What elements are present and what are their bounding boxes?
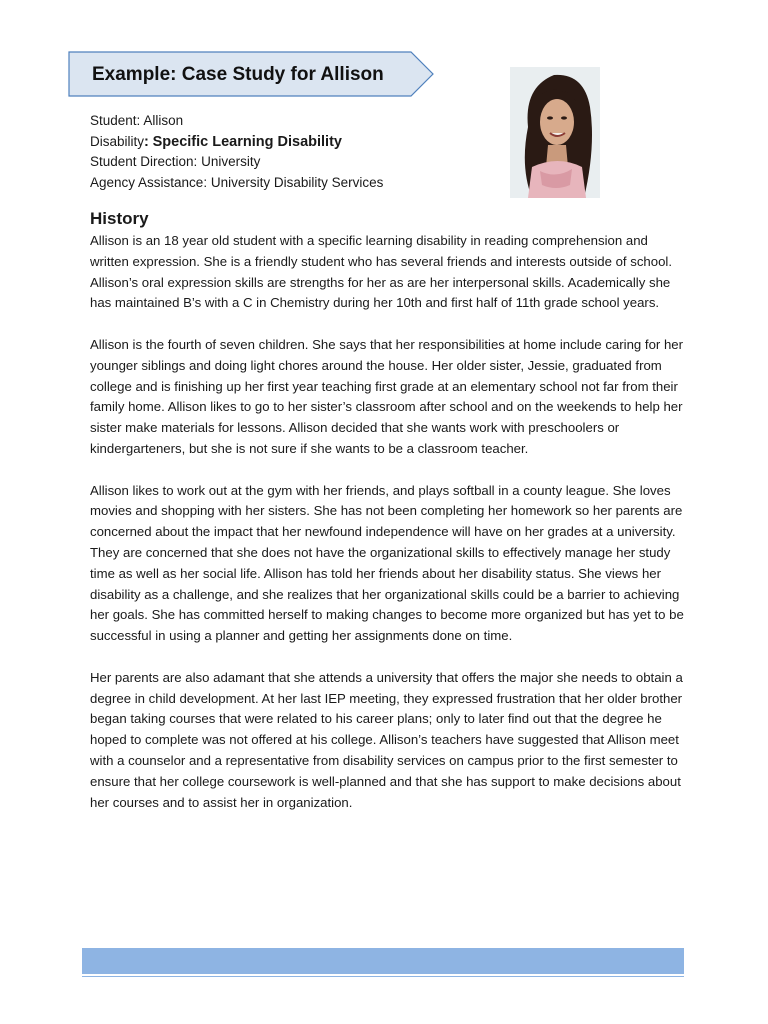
history-paragraph-4: Her parents are also adamant that she attends a university that offers the major she needs to obtain a degree in child development. At her last IEP meeting, they expressed frustration that her older brother began taking courses that were related to his career plans; only to later find out that the degree he hoped to complete was not offered at his college. Allison’s teachers have suggested that Allison meet with a counselor and a representative from disability services on campus prior to the first semester to ensure that her college coursework is well-planned and that she has support to make decisions about her courses and to assist her in organization. <box>90 669 683 810</box>
history-paragraph-1: Allison is an 18 year old student with a specific learning disability in reading comprehension and written expression. She is a friendly student who has several friends and interests outside of school. Allison’s oral expression skills are strengths for her as are her interpersonal skills. Academically she has maintained B’s with a C in Chemistry during her 10th and first half of 11th grade school years. <box>90 233 673 311</box>
student-photo <box>510 67 600 198</box>
direction-label: Student Direction: <box>90 154 198 170</box>
footer-bar <box>82 948 684 974</box>
history-paragraph-2: Allison is the fourth of seven children. She says that her responsibilities at home include caring for her younger siblings and doing light chores around the house. Her older sister, Jessie, graduated from college and is finishing up her first year teaching first grade at an elementary school not far from their family home. Allison likes to go to her sister’s classroom after school and on the weekends to help her sister make materials for lessons. Allison decided that she wants work with preschoolers or kindergarteners, but she is not sure if she wants to be a classroom teacher. <box>90 336 684 456</box>
disability-value: Specific Learning Disability <box>152 133 342 150</box>
agency-line <box>90 173 510 194</box>
title-banner <box>68 51 436 97</box>
footer-rule <box>82 976 684 977</box>
disability-label: Disability <box>90 133 145 149</box>
student-label: Student: <box>90 113 141 128</box>
history-body <box>90 231 690 834</box>
student-info <box>90 111 510 194</box>
history-heading: History <box>90 209 149 228</box>
disability-colon: : <box>144 133 149 150</box>
history-paragraph-3: Allison likes to work out at the gym with her friends, and plays softball in a county league. She loves movies and shopping with her sisters. She has not been completing her homework so her parents are concerned about the impact that her newfound independence will have on her grades at a university. They are concerned that she does not have the organizational skills to effectively manage her study time as well as her social life. Allison has told her friends about her disability status. She views her disability as a challenge, and she realizes that her organizational skills could be a barrier to achieving her goals. She has committed herself to making changes to become more organized but has yet to be successful in using a planner and getting her assignments done on time. <box>90 482 684 644</box>
agency-value: University Disability Services <box>210 175 384 191</box>
page-title: Example: Case Study for Allison <box>92 64 384 85</box>
agency-label: Agency Assistance: <box>90 175 208 191</box>
portrait-illustration <box>510 67 600 198</box>
direction-value: University <box>201 154 261 170</box>
student-line <box>90 111 510 132</box>
disability-line <box>90 132 510 153</box>
direction-line <box>90 152 510 173</box>
student-value: Allison <box>143 113 184 128</box>
